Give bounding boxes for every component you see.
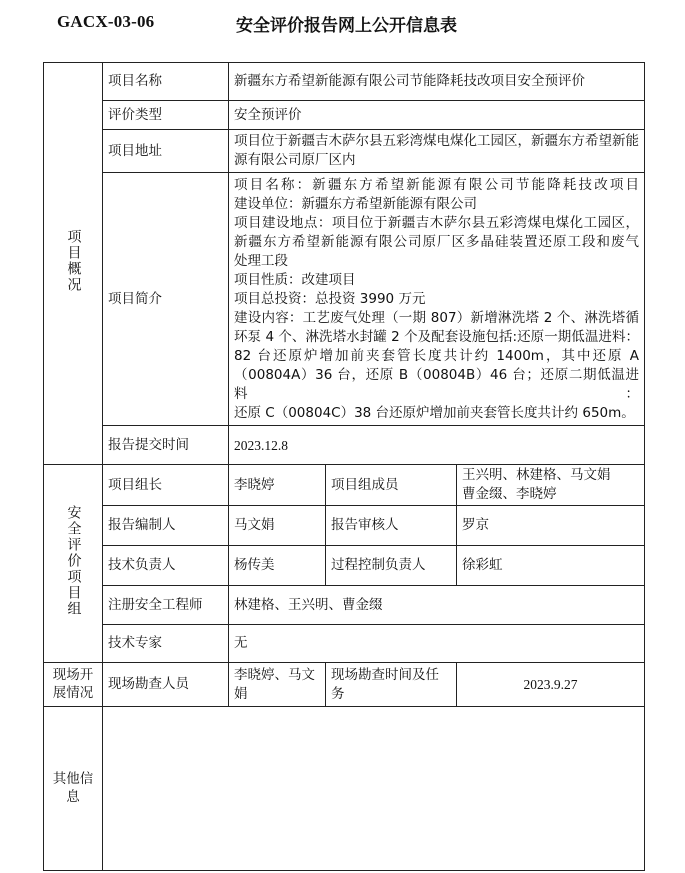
address-value: 项目位于新疆吉木萨尔县五彩湾煤电煤化工园区，新疆东方希望新能源有限公司原厂区内	[229, 130, 645, 173]
surveyors-label: 现场勘查人员	[103, 663, 229, 707]
summary-line: 新疆东方希望新能源有限公司原厂区多晶硅装置还原工段和废气	[234, 233, 640, 250]
expert-label: 技术专家	[103, 625, 229, 663]
site-label-line: 现场开	[52, 667, 94, 683]
summary-label: 项目简介	[103, 173, 229, 426]
reviewer-label: 报告审核人	[326, 506, 457, 546]
eval-type-label: 评价类型	[103, 101, 229, 130]
summary-line: 82 台还原炉增加前夹套管长度共计约 1400m，其中还原 A	[234, 347, 640, 364]
submit-time-value: 2023.12.8	[229, 426, 645, 465]
summary-line: 还原 C（00804C）38 台还原炉增加前夹套管长度共计约 650m。	[234, 404, 635, 421]
members-line: 王兴明、林建格、马文娟	[462, 467, 611, 483]
members-label: 项目组成员	[326, 465, 457, 506]
process-ctrl-value: 徐彩虹	[457, 546, 645, 586]
summary-line: 项目总投资：总投资 3990 万元	[234, 290, 426, 307]
survey-time-label: 现场勘查时间及任务	[326, 663, 457, 707]
summary-value	[229, 173, 645, 426]
other-info-value	[103, 707, 645, 871]
engineers-value: 林建格、王兴明、曹金缀	[229, 586, 645, 625]
site-label-line: 展情况	[52, 685, 94, 701]
leader-value: 李晓婷	[229, 465, 326, 506]
site-section-label	[44, 663, 103, 707]
surveyors-value	[229, 663, 326, 707]
summary-line: 环泵 4 个、淋洗塔水封罐 2 个及配套设施包括:还原一期低温进料：	[234, 328, 640, 345]
project-name-label: 项目名称	[103, 63, 229, 101]
engineers-label: 注册安全工程师	[103, 586, 229, 625]
other-label-line: 其他信	[52, 771, 94, 787]
reviewer-value: 罗京	[457, 506, 645, 546]
members-line: 曹金缀、李晓婷	[462, 486, 557, 502]
expert-value: 无	[229, 625, 645, 663]
leader-label: 项目组长	[103, 465, 229, 506]
summary-line: （00804A）36 台，还原 B（00804B）46 台；还原二期低温进料：	[234, 366, 640, 402]
address-label: 项目地址	[103, 130, 229, 173]
team-section-label: 安全评价项目组	[44, 465, 103, 663]
author-value: 马文娟	[229, 506, 326, 546]
author-label: 报告编制人	[103, 506, 229, 546]
project-name-value: 新疆东方希望新能源有限公司节能降耗技改项目安全预评价	[229, 63, 645, 101]
summary-line: 项目建设地点：项目位于新疆吉木萨尔县五彩湾煤电煤化工园区，	[234, 214, 640, 231]
survey-time-value: 2023.9.27	[457, 663, 645, 707]
summary-line: 项目名称：新疆东方希望新能源有限公司节能降耗技改项目	[234, 176, 640, 193]
tech-lead-label: 技术负责人	[103, 546, 229, 586]
summary-line: 建设单位：新疆东方希望新能源有限公司	[234, 195, 477, 212]
other-label-line: 息	[66, 789, 80, 805]
info-table	[43, 62, 645, 871]
tech-lead-value: 杨传美	[229, 546, 326, 586]
process-ctrl-label: 过程控制负责人	[326, 546, 457, 586]
surveyors-line: 娟	[234, 685, 248, 702]
eval-type-value: 安全预评价	[229, 101, 645, 130]
document-title: 安全评价报告网上公开信息表	[236, 16, 457, 36]
submit-time-label: 报告提交时间	[103, 426, 229, 465]
summary-line: 建设内容：工艺废气处理（一期 807）新增淋洗塔 2 个、淋洗塔循	[234, 309, 640, 326]
overview-section-label: 项目概况	[44, 63, 103, 465]
members-value	[457, 465, 645, 506]
surveyors-line: 李晓婷、马文	[234, 666, 315, 683]
summary-line: 项目性质：改建项目	[234, 271, 356, 288]
summary-line: 处理工段	[234, 252, 288, 269]
other-section-label	[44, 707, 103, 871]
document-code: GACX-03-06	[57, 12, 155, 31]
